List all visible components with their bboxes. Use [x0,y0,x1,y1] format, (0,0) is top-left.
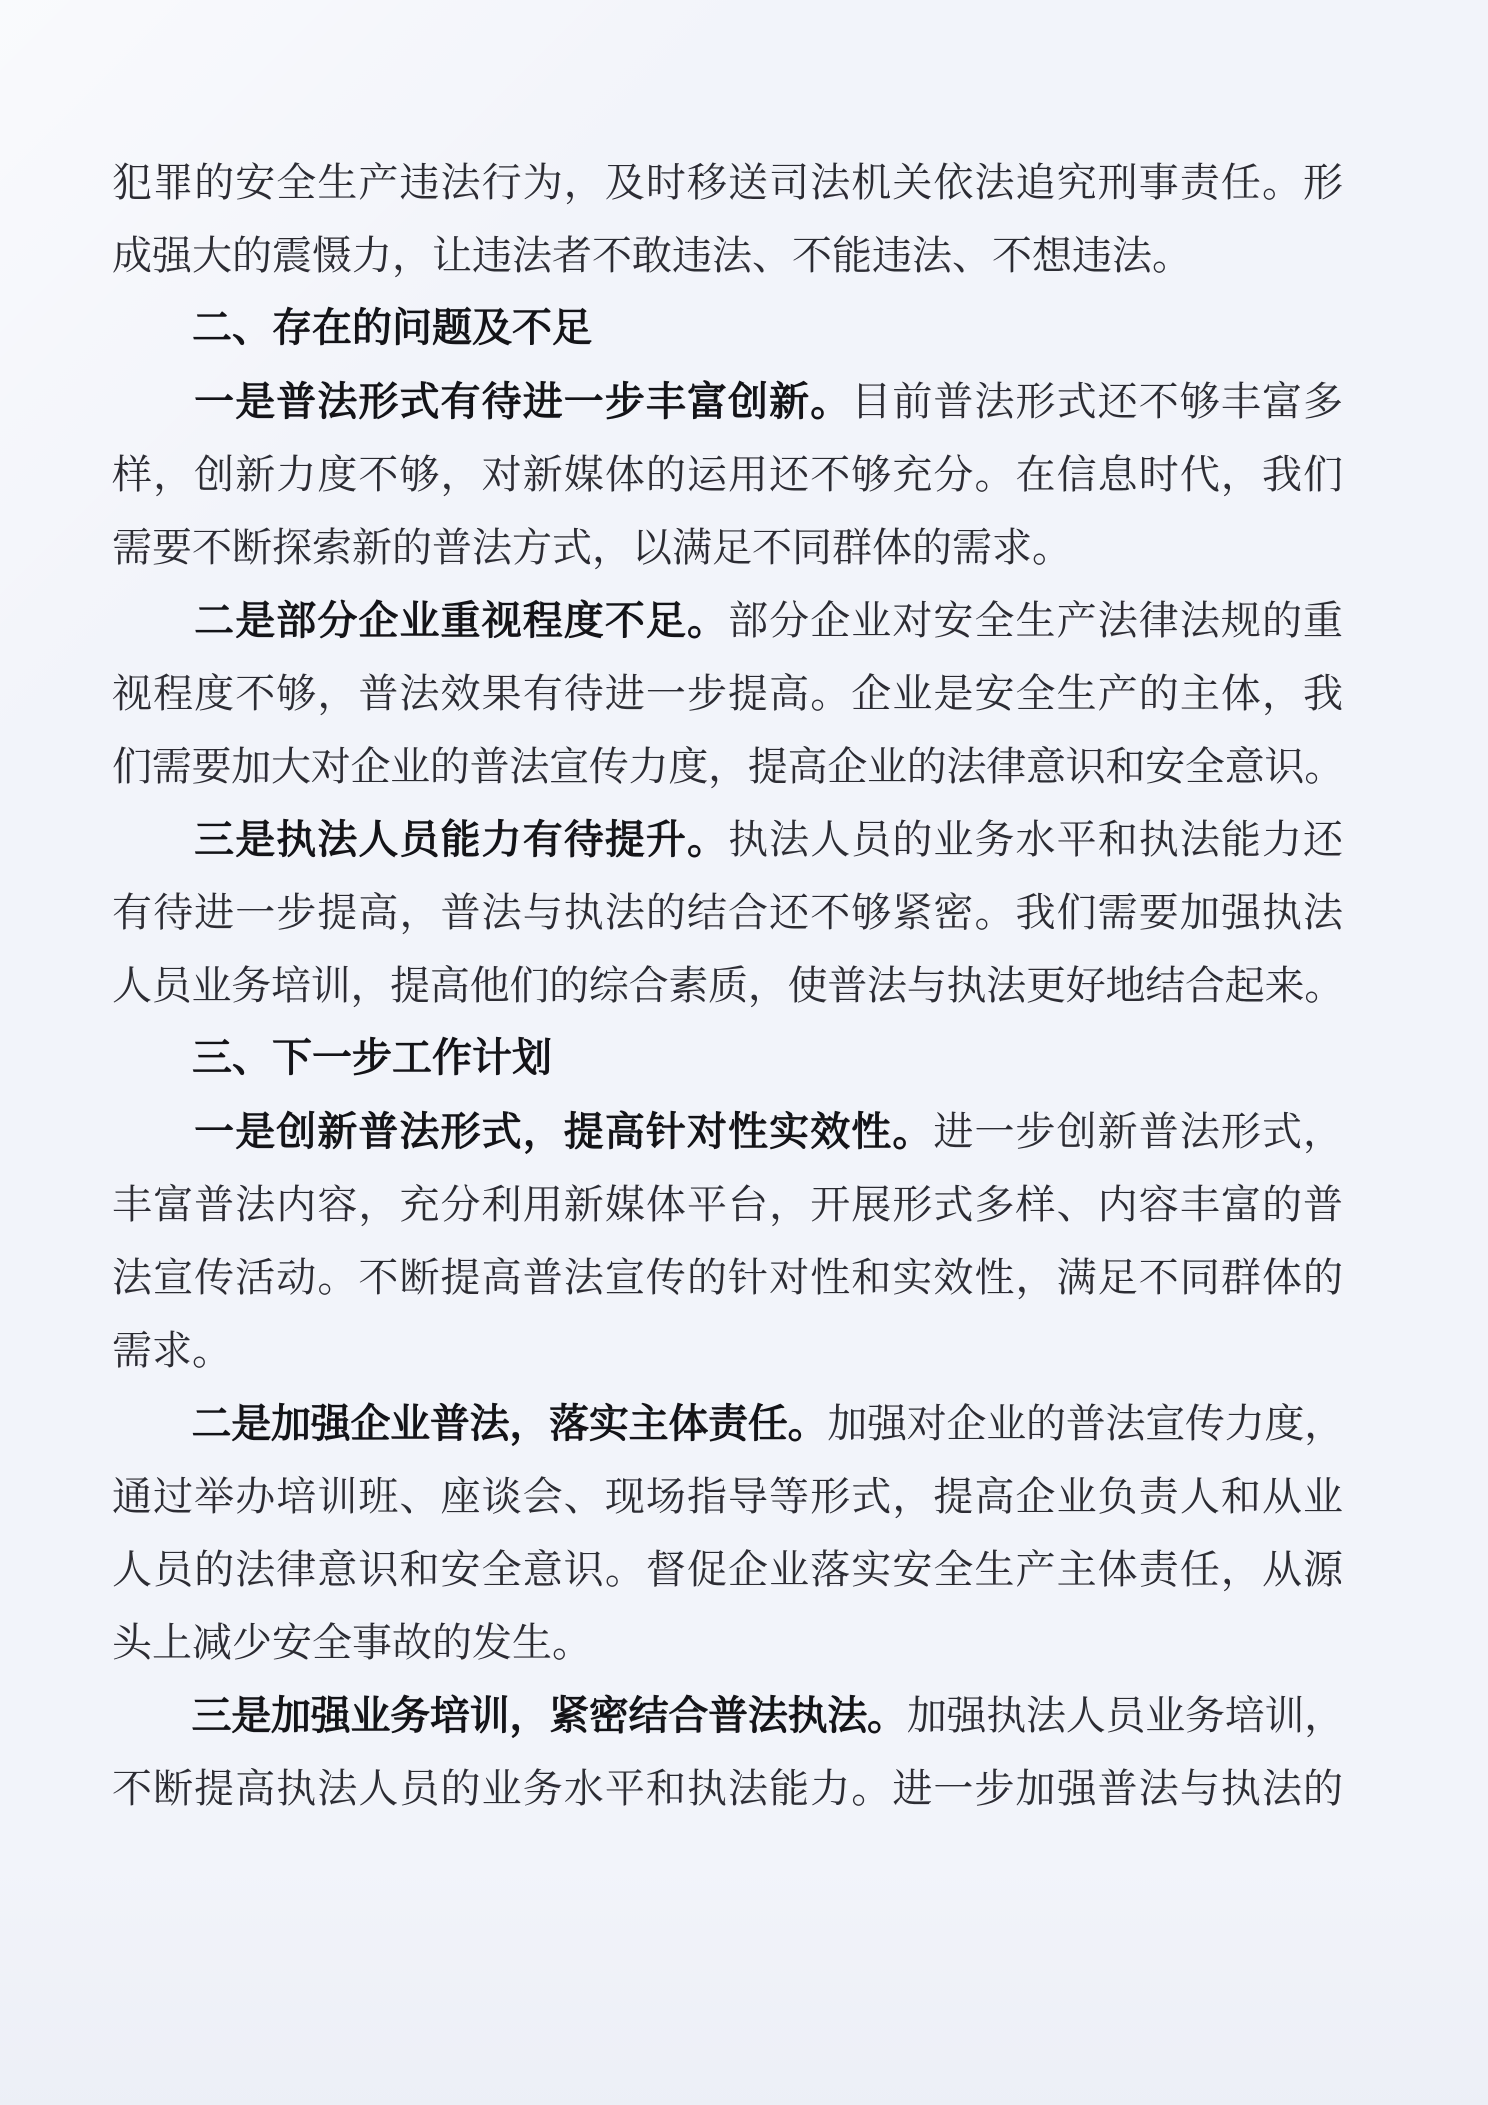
body-text: 执法人员的业务水平和执法能力还 [728,817,1345,862]
text-line [112,949,1344,1022]
body-text: 成强大的震慑力，让违法者不敢违法、不能违法、不想违法。 [112,233,1192,278]
body-text: 部分企业对安全生产法律法规的重 [728,598,1345,643]
body-text: 需要不断探索新的普法方式，以满足不同群体的需求。 [112,525,1072,570]
text-line [112,365,1344,438]
section-heading [112,1022,1344,1095]
body-text: 加强对企业的普法宣传力度， [827,1401,1344,1446]
bold-lead-text: 二是部分企业重视程度不足。 [112,599,729,643]
text-line [112,1314,1344,1387]
text-line [112,1168,1344,1241]
document-body [112,146,1344,1825]
body-text: 人员的法律意识和安全意识。督促企业落实安全生产主体责任，从源 [112,1547,1345,1592]
bold-lead-text: 三、下一步工作计划 [112,1036,552,1080]
text-line [112,146,1344,219]
body-text: 进一步创新普法形式， [933,1109,1345,1154]
text-line [112,438,1344,511]
text-line [112,876,1344,949]
body-text: 头上减少安全事故的发生。 [112,1620,592,1665]
body-text: 样，创新力度不够，对新媒体的运用还不够充分。在信息时代，我们 [112,452,1345,497]
body-text: 加强执法人员业务培训， [906,1693,1344,1738]
text-line [112,584,1344,657]
body-text: 法宣传活动。不断提高普法宣传的针对性和实效性，满足不同群体的 [112,1255,1345,1300]
text-line [112,657,1344,730]
body-text: 有待进一步提高，普法与执法的结合还不够紧密。我们需要加强执法 [112,890,1345,935]
body-text: 丰富普法内容，充分利用新媒体平台，开展形式多样、内容丰富的普 [112,1182,1345,1227]
body-text: 们需要加大对企业的普法宣传力度，提高企业的法律意识和安全意识。 [112,744,1344,789]
text-line [112,1460,1344,1533]
text-line [112,730,1344,803]
body-text: 通过举办培训班、座谈会、现场指导等形式，提高企业负责人和从业 [112,1474,1345,1519]
text-line [112,511,1344,584]
text-line [112,1606,1344,1679]
bold-lead-text: 二是加强企业普法，落实主体责任。 [112,1402,828,1446]
section-heading [112,292,1344,365]
body-text: 目前普法形式还不够丰富多 [851,379,1345,424]
bold-lead-text: 三是执法人员能力有待提升。 [112,818,729,862]
body-text: 犯罪的安全生产违法行为，及时移送司法机关依法追究刑事责任。形 [112,160,1345,205]
body-text: 需求。 [112,1328,232,1373]
text-line [112,1752,1344,1825]
text-line [112,1387,1344,1460]
bold-lead-text: 一是普法形式有待进一步丰富创新。 [112,380,852,424]
text-line [112,1241,1344,1314]
body-text: 人员业务培训，提高他们的综合素质，使普法与执法更好地结合起来。 [112,963,1344,1008]
bold-lead-text: 二、存在的问题及不足 [112,306,592,350]
text-line [112,1679,1344,1752]
body-text: 视程度不够，普法效果有待进一步提高。企业是安全生产的主体，我 [112,671,1345,716]
bold-lead-text: 一是创新普法形式，提高针对性实效性。 [112,1110,934,1154]
text-line [112,219,1344,292]
text-line [112,1533,1344,1606]
text-line [112,1095,1344,1168]
body-text: 不断提高执法人员的业务水平和执法能力。进一步加强普法与执法的 [112,1766,1345,1811]
bold-lead-text: 三是加强业务培训，紧密结合普法执法。 [112,1694,907,1738]
text-line [112,803,1344,876]
